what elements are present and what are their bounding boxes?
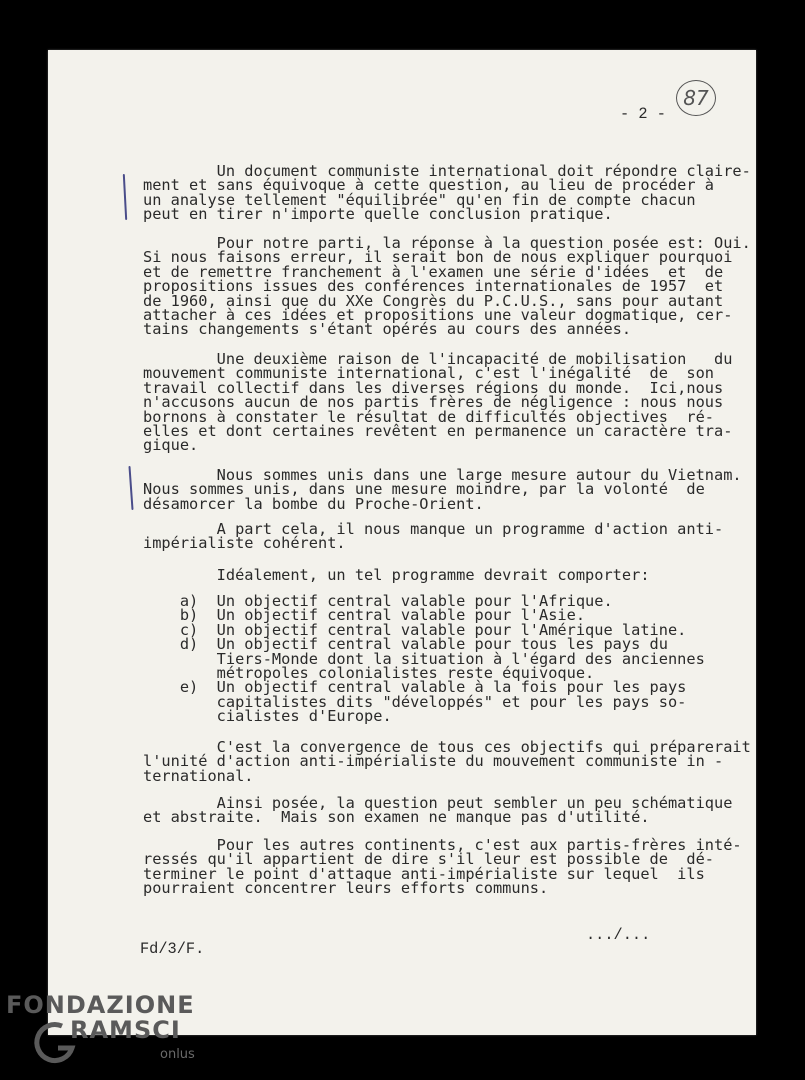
margin-mark-1 (123, 174, 127, 220)
continuation-mark: .../... (586, 926, 651, 944)
paragraph-4: Nous sommes unis dans une large mesure autour du Vietnam. Nous sommes unis, dans une mesure moindre, par la volonté de désamorcer la bombe du Proche-Orient. (143, 466, 742, 513)
margin-mark-2 (128, 466, 133, 510)
document-page (48, 50, 756, 1035)
paragraph-7: C'est la convergence de tous ces objectifs qui préparerait l'unité d'action anti-impérialiste du mouvement communiste in - ternational. (143, 738, 751, 785)
watermark-line3: onlus (160, 1047, 195, 1062)
footer-reference: Fd/3/F. (140, 940, 205, 958)
archive-stamp: 87 (676, 80, 716, 116)
paragraph-6: Idéalement, un tel programme devrait comporter: (143, 566, 650, 584)
watermark-line2: RAMSCI (70, 1016, 181, 1044)
paragraph-1: Un document communiste international doit répondre claire- ment et sans équivoque à cette question, au lieu de procéder à un analyse tellement "équilibrée" qu'en fin de compte chacun peut en tirer n'importe quelle conclusion pratique. (143, 162, 751, 224)
paragraph-3: Une deuxième raison de l'incapacité de mobilisation du mouvement communiste international, c'est l'inégalité de son travail collectif dans les diverses régions du monde. Ici,nous n'accusons aucun de nos partis frères de négligence : nous nous bornons à constater le résultat de difficultés objectives ré- elles et dont certaines revêtent en permanence un caractère tra- gique. (143, 350, 733, 455)
paragraph-5: A part cela, il nous manque un programme d'action anti- impérialiste cohérent. (143, 520, 724, 553)
page-number: - 2 - (620, 105, 666, 123)
paragraph-8: Ainsi posée, la question peut sembler un peu schématique et abstraite. Mais son examen ne manque pas d'utilité. (143, 794, 733, 827)
paragraph-9: Pour les autres continents, c'est aux partis-frères inté- ressés qu'il appartient de dire s'il leur est possible de dé- terminer le point d'attaque anti-impérialiste sur lequel ils pourraient concentrer leurs efforts communs. (143, 836, 742, 898)
watermark-line1: FONDAZIONE (6, 991, 195, 1019)
paragraph-2: Pour notre parti, la réponse à la question posée est: Oui. Si nous faisons erreur, il serait bon de nous expliquer pourquoi et de remettre franchement à l'examen une série d'idées et de propositions issues des conférences internationales de 1957 et de 1960, ainsi que du XXe Congrès du P.C.U.S., sans pour autant attacher à ces idées et propositions une valeur dogmatique, cer- tains changements s'étant opérés au cours des années. (143, 234, 751, 339)
objectives-list: a) Un objectif central valable pour l'Afrique. b) Un objectif central valable pour l'Asie. c) Un objectif central valable pour l'Amérique latine. d) Un objectif central valable pour tous les pays du Tiers-Monde dont la situation à l'égard des anciennes métropoles colonialistes reste équivoque. e) Un objectif central valable à la fois pour les pays capitalistes dits "développés" et pour les pays so- cialistes d'Europe. (179, 592, 705, 726)
